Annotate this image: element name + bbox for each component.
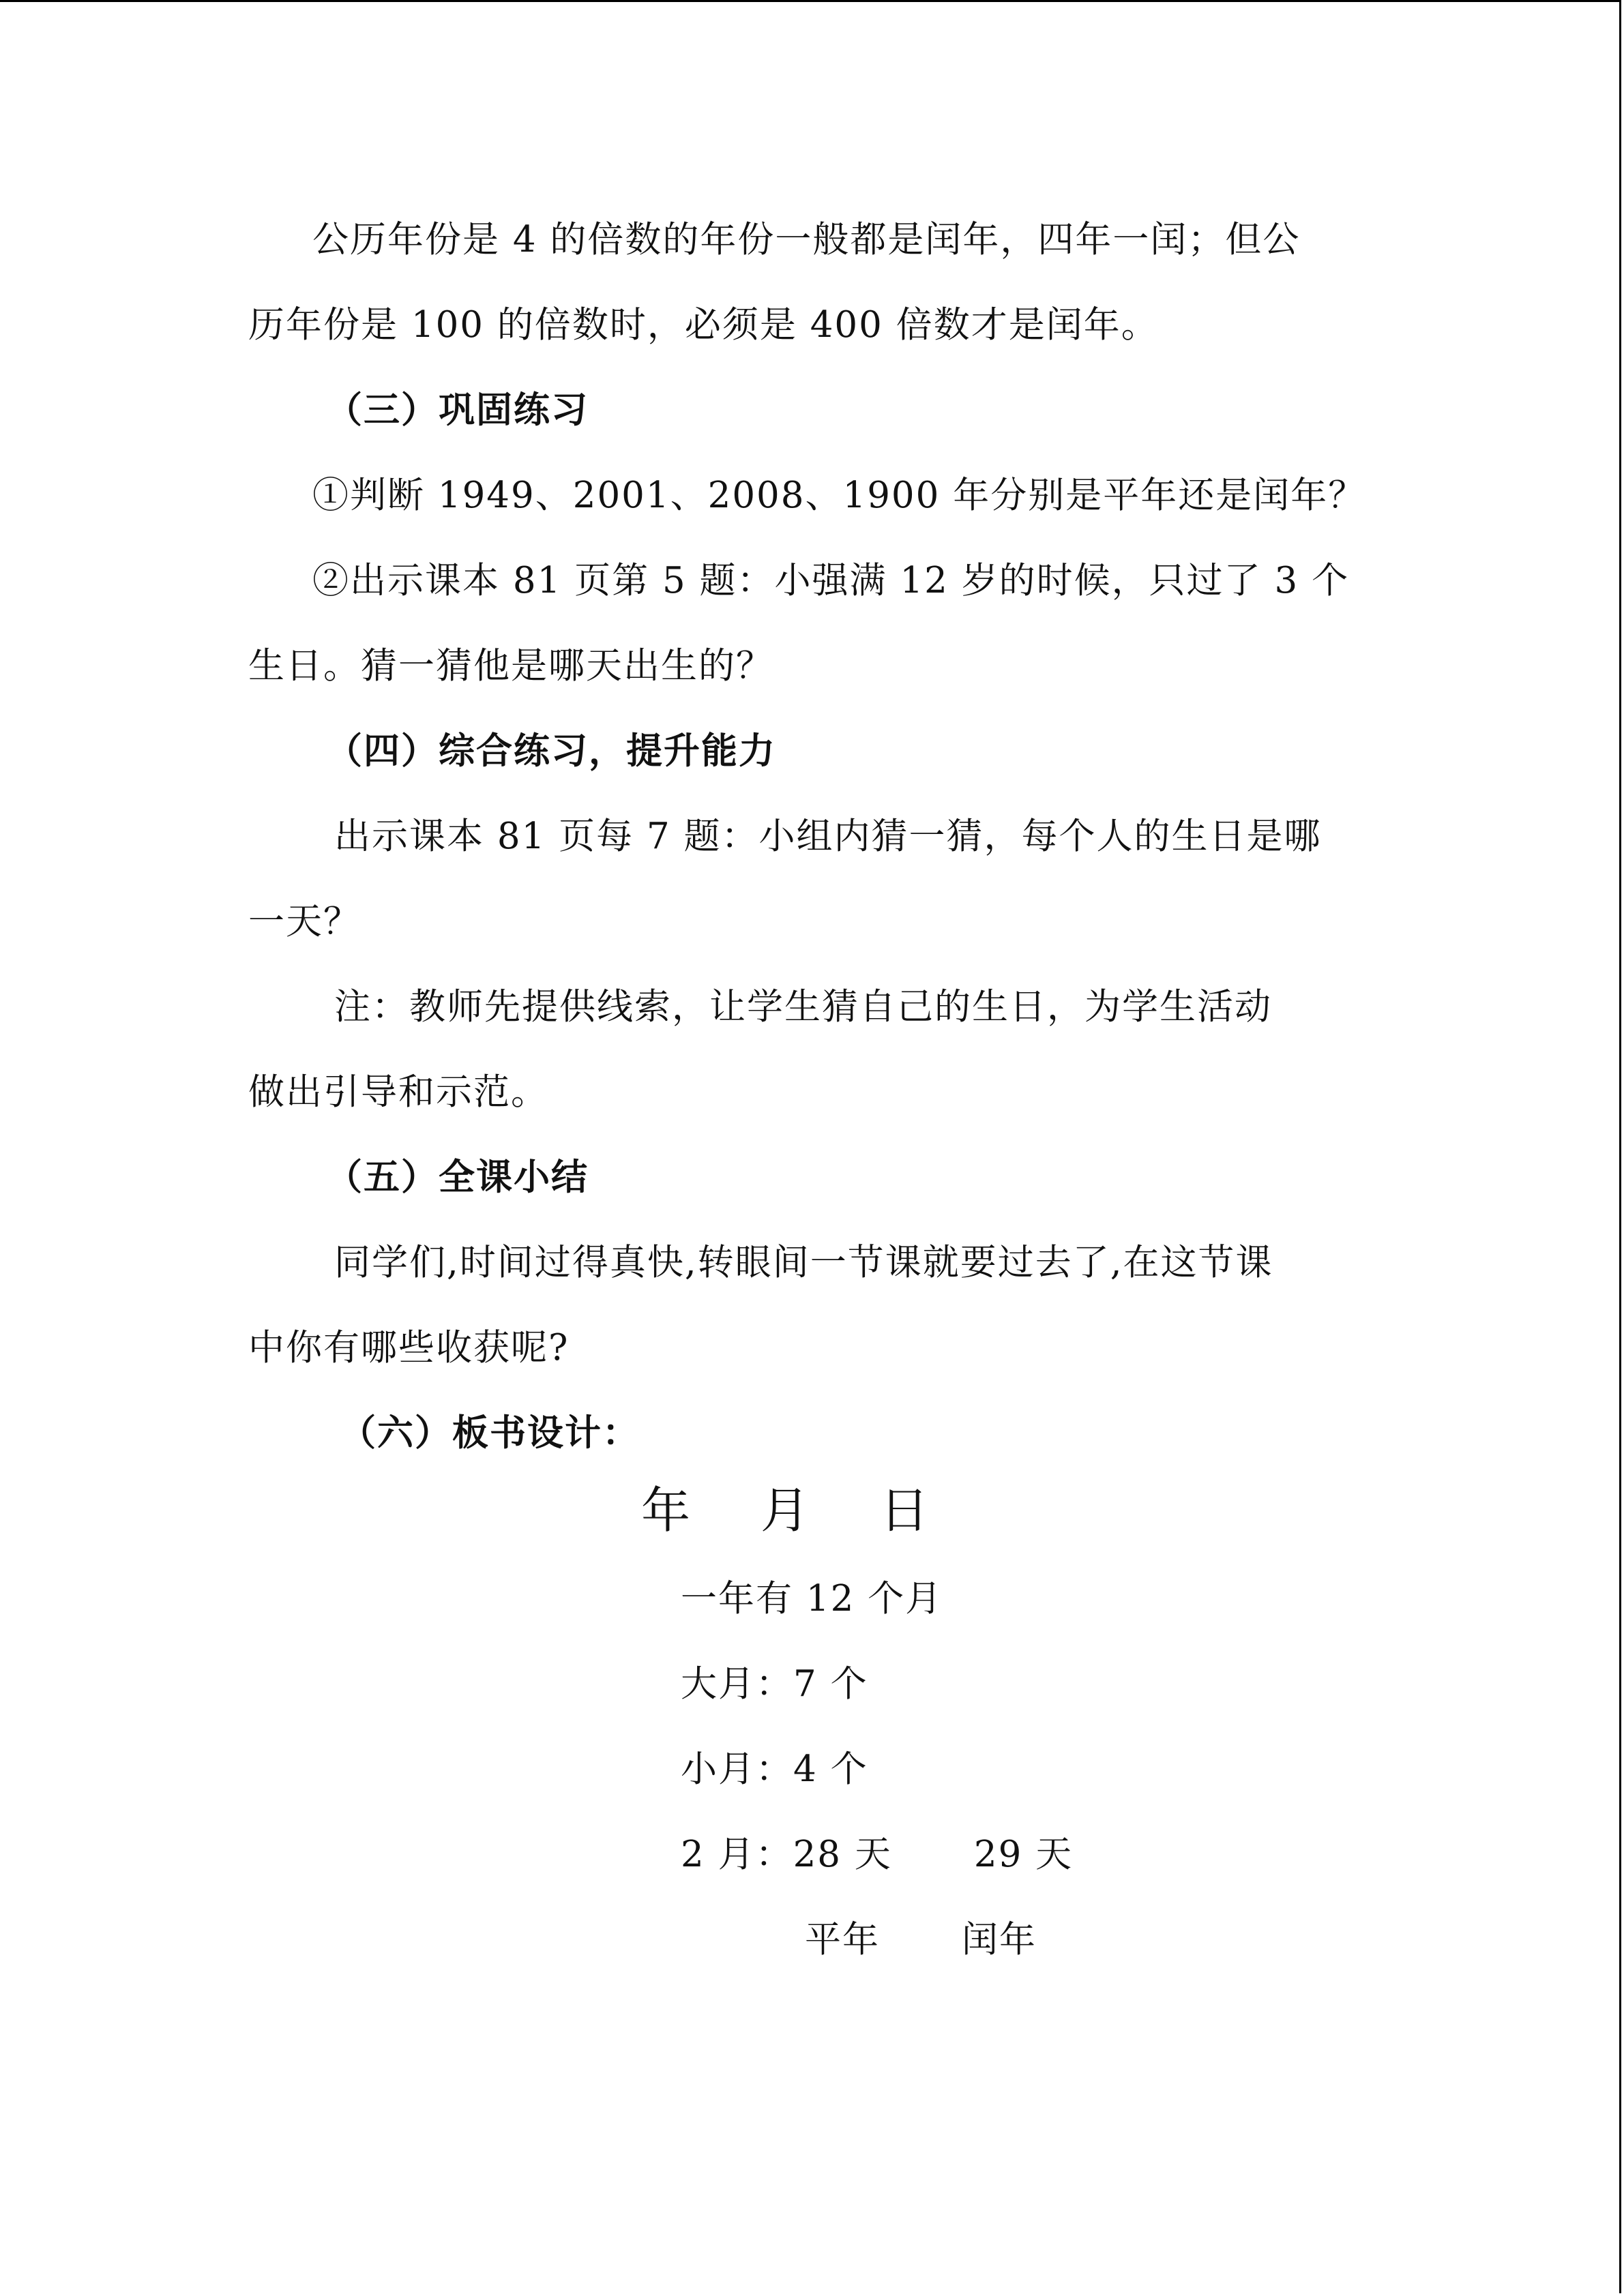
board-line-big-months: 大月：7 个 [681, 1663, 868, 1705]
question-2-line1: ②出示课本 81 页第 5 题：小强满 12 岁的时候，只过了 3 个 [312, 560, 1350, 601]
board-line-february [681, 1828, 1073, 1882]
board-title [641, 1476, 929, 1545]
board-title-month: 月 [760, 1482, 810, 1539]
paragraph-guess-birthday-line2: 一天？ [248, 901, 361, 942]
question-1: ①判断 1949、2001、2008、1900 年分别是平年还是闰年？ [312, 475, 1366, 516]
board-line-year-types [805, 1913, 1037, 1967]
section-heading-comprehensive: （四）综合练习，提升能力 [326, 730, 776, 772]
board-line-small-months: 小月：4 个 [681, 1748, 868, 1790]
paragraph-leap-rule-line2: 历年份是 100 的倍数时，必须是 400 倍数才是闰年。 [248, 304, 1159, 346]
board-february-leap: 29 天 [973, 1834, 1074, 1875]
question-2-line2: 生日。猜一猜他是哪天出生的？ [248, 645, 773, 687]
board-leap-year: 闰年 [962, 1919, 1037, 1960]
paragraph-summary-line2: 中你有哪些收获呢? [248, 1327, 570, 1369]
board-title-year: 年 [641, 1482, 691, 1539]
section-heading-summary: （五）全课小结 [326, 1157, 589, 1198]
board-title-day: 日 [879, 1482, 929, 1539]
board-line-months-per-year: 一年有 12 个月 [681, 1578, 943, 1620]
board-february-common: 2 月：28 天 [681, 1834, 892, 1875]
section-heading-board-design: （六）板书设计： [340, 1412, 640, 1454]
paragraph-summary-line1: 同学们,时间过得真快,转眼间一节课就要过去了,在这节课 [334, 1242, 1273, 1283]
paragraph-leap-rule-line1: 公历年份是 4 的倍数的年份一般都是闰年，四年一闰；但公 [312, 219, 1301, 260]
section-heading-practice: （三）巩固练习 [326, 389, 589, 431]
note-line1: 注：教师先提供线索，让学生猜自己的生日，为学生活动 [334, 986, 1272, 1028]
paragraph-guess-birthday-line1: 出示课本 81 页每 7 题：小组内猜一猜，每个人的生日是哪 [334, 816, 1322, 857]
note-line2: 做出引导和示范。 [248, 1071, 548, 1113]
board-common-year: 平年 [805, 1919, 880, 1960]
